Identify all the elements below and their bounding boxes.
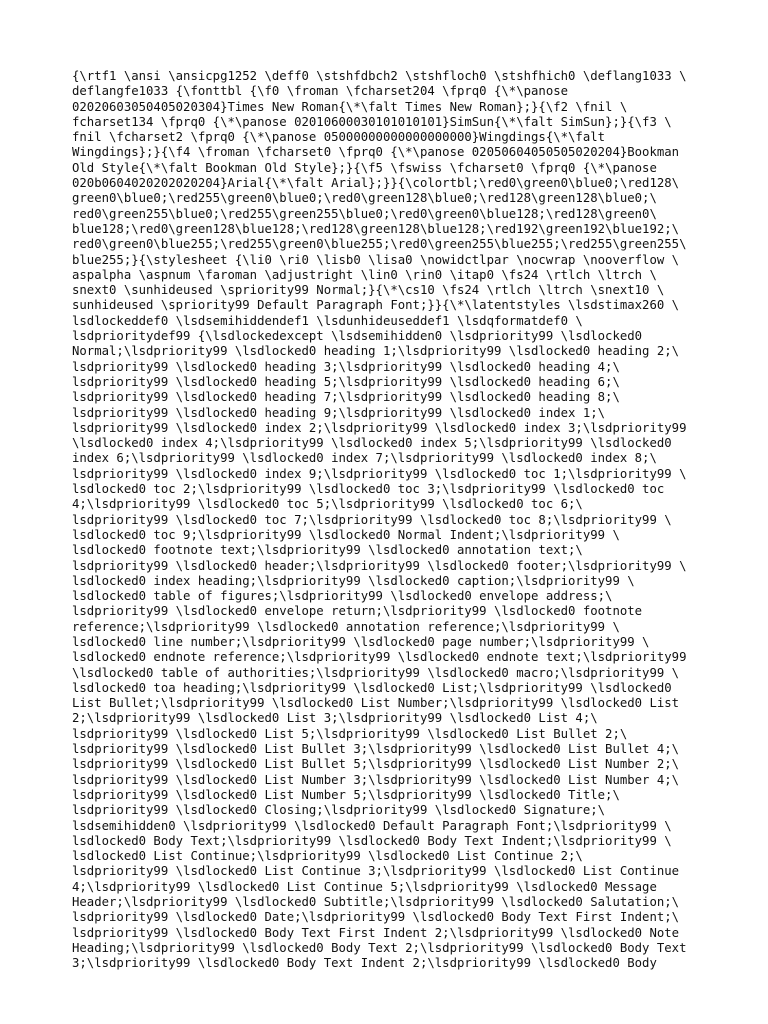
text-line: lsdpriority99 \lsdlocked0 heading 3;\lsdpriority99 \lsdlocked0 heading 4;\ (72, 359, 620, 374)
text-line: lsdpriority99 \lsdlocked0 Body Text First Indent 2;\lsdpriority99 \lsdlocked0 Note (72, 925, 680, 940)
text-line: index 6;\lsdpriority99 \lsdlocked0 index 7;\lsdpriority99 \lsdlocked0 index 8;\ (72, 451, 657, 466)
text-line: lsdpriority99 \lsdlocked0 Date;\lsdpriority99 \lsdlocked0 Body Text First Indent;\ (72, 910, 680, 925)
text-line: lsdlocked0 line number;\lsdpriority99 \lsdlocked0 page number;\lsdpriority99 \ (72, 634, 650, 649)
text-line: {\rtf1 \ansi \ansicpg1252 \deff0 \stshfdbch2 \stshfloch0 \stshfhich0 \deflang1033 \ (72, 69, 687, 83)
text-line: Header;\lsdpriority99 \lsdlocked0 Subtitle;\lsdpriority99 \lsdlocked0 Salutation;\ (72, 895, 680, 910)
text-line: Old Style{\*\falt Bookman Old Style};}{\f5 \fswiss \fcharset0 \fprq0 {\*\panose (72, 160, 657, 175)
text-line: red0\green255\blue0;\red255\green255\blue0;\red0\green0\blue128;\red128\green0\ (72, 206, 657, 221)
text-line: lsdpriority99 \lsdlocked0 index 9;\lsdpriority99 \lsdlocked0 toc 1;\lsdpriority99 \ (72, 466, 687, 481)
text-line: lsdlocked0 toc 2;\lsdpriority99 \lsdlocked0 toc 3;\lsdpriority99 \lsdlocked0 toc (72, 482, 665, 497)
text-line: \lsdlocked0 index 4;\lsdpriority99 \lsdlocked0 index 5;\lsdpriority99 \lsdlocked0 (72, 436, 672, 451)
document-page (72, 69, 712, 972)
text-line: 4;\lsdpriority99 \lsdlocked0 toc 5;\lsdpriority99 \lsdlocked0 toc 6;\ (72, 497, 583, 512)
text-line: lsdpriority99 \lsdlocked0 header;\lsdpriority99 \lsdlocked0 footer;\lsdpriority99 \ (72, 558, 687, 573)
text-line: lsdpriority99 \lsdlocked0 heading 5;\lsdpriority99 \lsdlocked0 heading 6;\ (72, 374, 620, 389)
text-line: lsdsemihidden0 \lsdpriority99 \lsdlocked0 Default Paragraph Font;\lsdpriority99 \ (72, 818, 672, 833)
text-line: lsdpriority99 \lsdlocked0 List 5;\lsdpriority99 \lsdlocked0 List Bullet 2;\ (72, 726, 628, 741)
text-line: lsdpriority99 \lsdlocked0 index 2;\lsdpriority99 \lsdlocked0 index 3;\lsdpriority99 (72, 420, 687, 435)
text-line: 02020603050405020304}Times New Roman{\*\falt Times New Roman};}{\f2 \fnil \ (72, 99, 628, 114)
text-line: lsdlocked0 footnote text;\lsdpriority99 \lsdlocked0 annotation text;\ (72, 543, 583, 558)
text-line: lsdlocked0 toa heading;\lsdpriority99 \lsdlocked0 List;\lsdpriority99 \lsdlocked0 (72, 680, 672, 695)
text-line: lsdlocked0 toc 9;\lsdpriority99 \lsdlocked0 Normal Indent;\lsdpriority99 \ (72, 527, 620, 542)
text-line: lsdlocked0 table of figures;\lsdpriority99 \lsdlocked0 envelope address;\ (72, 589, 613, 604)
text-line: green0\blue0;\red255\green0\blue0;\red0\green128\blue0;\red128\green128\blue0;\ (72, 191, 657, 206)
text-line: lsdlocked0 Body Text;\lsdpriority99 \lsdlocked0 Body Text Indent;\lsdpriority99 \ (72, 833, 672, 848)
text-line: Normal;\lsdpriority99 \lsdlocked0 heading 1;\lsdpriority99 \lsdlocked0 heading 2;\ (72, 344, 680, 359)
text-line: fcharset134 \fprq0 {\*\panose 02010600030101010101}SimSun{\*\falt SimSun};}{\f3 \ (72, 114, 672, 129)
text-line: \lsdlocked0 table of authorities;\lsdpriority99 \lsdlocked0 macro;\lsdpriority99 \ (72, 665, 680, 680)
text-line: lsdpriority99 \lsdlocked0 List Continue 3;\lsdpriority99 \lsdlocked0 List Continue (72, 864, 680, 879)
text-line: snext0 \sunhideused \spriority99 Normal;}{\*\cs10 \fs24 \rtlch \ltrch \snext10 \ (72, 283, 665, 298)
text-line: sunhideused \spriority99 Default Paragraph Font;}}{\*\latentstyles \lsdstimax260 \ (72, 298, 680, 313)
text-line: lsdlocked0 endnote reference;\lsdpriority99 \lsdlocked0 endnote text;\lsdpriority99 (72, 650, 687, 665)
text-line: lsdpriority99 \lsdlocked0 heading 7;\lsdpriority99 \lsdlocked0 heading 8;\ (72, 390, 620, 405)
text-line: lsdpriority99 \lsdlocked0 toc 7;\lsdpriority99 \lsdlocked0 toc 8;\lsdpriority99 \ (72, 512, 672, 527)
text-line: lsdpriority99 \lsdlocked0 envelope return;\lsdpriority99 \lsdlocked0 footnote (72, 604, 643, 619)
text-line: lsdpriority99 \lsdlocked0 List Number 3;\lsdpriority99 \lsdlocked0 List Number 4;\ (72, 772, 680, 787)
text-line: lsdprioritydef99 {\lsdlockedexcept \lsdsemihidden0 \lsdpriority99 \lsdlocked0 (72, 329, 643, 344)
text-line: lsdpriority99 \lsdlocked0 Closing;\lsdpriority99 \lsdlocked0 Signature;\ (72, 803, 606, 818)
text-line: blue255;}{\stylesheet {\li0 \ri0 \lisb0 \lisa0 \nowidctlpar \nocwrap \nooverflow \ (72, 252, 680, 267)
text-line: lsdpriority99 \lsdlocked0 List Bullet 5;\lsdpriority99 \lsdlocked0 List Number 2;\ (72, 757, 680, 772)
text-line: aspalpha \aspnum \faroman \adjustright \lin0 \rin0 \itap0 \fs24 \rtlch \ltrch \ (72, 267, 657, 282)
text-line: fnil \fcharset2 \fprq0 {\*\panose 05000000000000000000}Wingdings{\*\falt (72, 130, 606, 145)
text-line: 2;\lsdpriority99 \lsdlocked0 List 3;\lsdpriority99 \lsdlocked0 List 4;\ (72, 711, 598, 726)
text-line: lsdpriority99 \lsdlocked0 List Bullet 3;\lsdpriority99 \lsdlocked0 List Bullet 4;\ (72, 742, 680, 757)
text-line: 020b0604020202020204}Arial{\*\falt Arial};}}{\colortbl;\red0\green0\blue0;\red128\ (72, 176, 680, 191)
text-line: lsdlocked0 index heading;\lsdpriority99 \lsdlocked0 caption;\lsdpriority99 \ (72, 573, 635, 588)
text-line: reference;\lsdpriority99 \lsdlocked0 annotation reference;\lsdpriority99 \ (72, 619, 620, 634)
text-line: Heading;\lsdpriority99 \lsdlocked0 Body Text 2;\lsdpriority99 \lsdlocked0 Body Text (72, 940, 687, 955)
text-line: 3;\lsdpriority99 \lsdlocked0 Body Text Indent 2;\lsdpriority99 \lsdlocked0 Body (72, 956, 657, 971)
text-line: lsdpriority99 \lsdlocked0 List Number 5;\lsdpriority99 \lsdlocked0 Title;\ (72, 787, 620, 802)
text-line: red0\green0\blue255;\red255\green0\blue255;\red0\green255\blue255;\red255\green255\ (72, 237, 687, 252)
text-line: List Bullet;\lsdpriority99 \lsdlocked0 List Number;\lsdpriority99 \lsdlocked0 List (72, 696, 680, 711)
text-line: lsdpriority99 \lsdlocked0 heading 9;\lsdpriority99 \lsdlocked0 index 1;\ (72, 405, 606, 420)
text-line: lsdlockeddef0 \lsdsemihiddendef1 \lsdunhideuseddef1 \lsdqformatdef0 \ (72, 313, 583, 328)
text-line: deflangfe1033 {\fonttbl {\f0 \froman \fcharset204 \fprq0 {\*\panose (72, 84, 569, 99)
text-line: lsdlocked0 List Continue;\lsdpriority99 \lsdlocked0 List Continue 2;\ (72, 849, 583, 864)
text-line: blue128;\red0\green128\blue128;\red128\green128\blue128;\red192\green192\blue192;\ (72, 221, 680, 236)
text-line: Wingdings};}{\f4 \froman \fcharset0 \fprq0 {\*\panose 02050604050505020204}Bookman (72, 145, 680, 160)
text-line: 4;\lsdpriority99 \lsdlocked0 List Continue 5;\lsdpriority99 \lsdlocked0 Message (72, 879, 657, 894)
